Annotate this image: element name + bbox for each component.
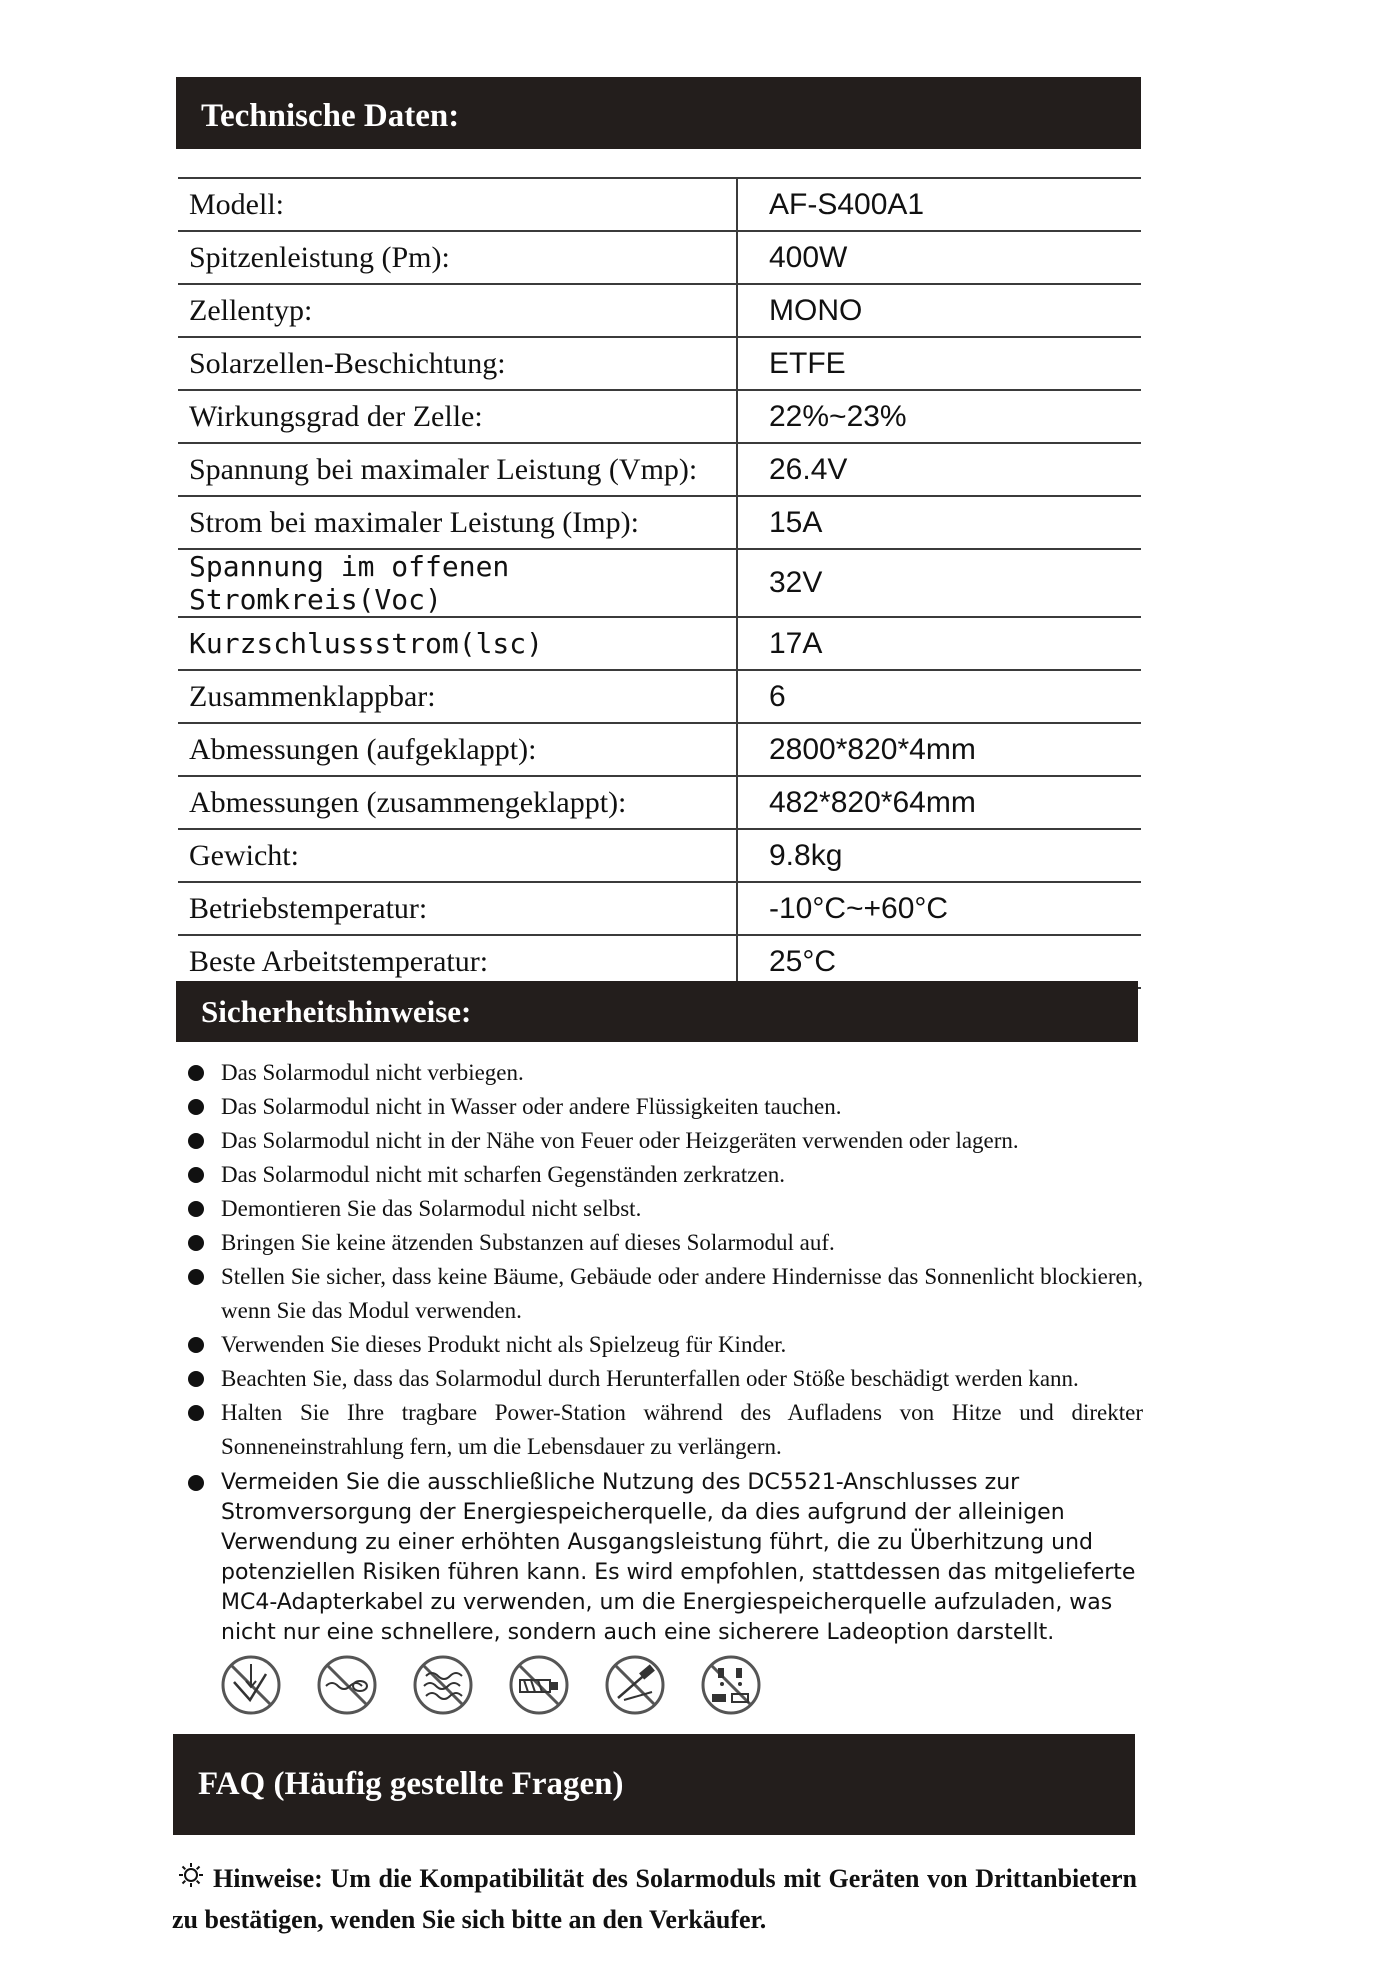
hint-note [172,1858,1137,1940]
spec-label: Solarzellen-Beschichtung: [178,337,737,390]
no-disassemble-icon [604,1654,666,1716]
list-item: Vermeiden Sie die ausschließliche Nutzung des DC5521-Anschlusses zur Stromversorgung der Energiespeicherquelle, da dies aufgrund der alleinigen Verwendung zu einer erhöhten Ausgangsleistung führt, die zu Überhitzung und potenziellen Risiken führen kann. Es wird empfohlen, stattdessen das mitgelieferte MC4-Adapterkabel zu verwenden, um die Energiespeicherquelle aufzuladen, was nicht nur eine schnellere, sondern auch eine sicherere Ladeoption darstellt. [188,1468,1143,1648]
list-item: Verwenden Sie dieses Produkt nicht als Spielzeug für Kinder. [188,1328,1143,1362]
spec-row [178,670,1141,723]
spec-row [178,882,1141,935]
safety-list [188,1056,1143,1648]
spec-value: 15A [737,496,1141,549]
bullet-icon [188,1405,204,1421]
bullet-icon [188,1099,204,1115]
hint-text: Hinweise: Um die Kompatibilität des Solarmoduls mit Geräten von Drittanbietern zu bestätigen, wenden Sie sich bitte an den Verkäufer. [172,1864,1137,1934]
spec-value: AF-S400A1 [737,178,1141,231]
bullet-icon [188,1371,204,1387]
spec-row [178,337,1141,390]
spec-label: Abmessungen (zusammengeklappt): [178,776,737,829]
spec-row [178,496,1141,549]
spec-label: Wirkungsgrad der Zelle: [178,390,737,443]
list-item: Das Solarmodul nicht in Wasser oder andere Flüssigkeiten tauchen. [188,1090,1143,1124]
list-item: Halten Sie Ihre tragbare Power-Station während des Aufladens von Hitze und direkter Sonneneinstrahlung fern, um die Lebensdauer zu verlängern. [188,1396,1143,1464]
bullet-icon [188,1133,204,1149]
spec-row [178,723,1141,776]
spec-label: Spannung im offenen Stromkreis(Voc) [178,549,737,617]
spec-value: -10°C~+60°C [737,882,1141,935]
list-item: Bringen Sie keine ätzenden Substanzen auf dieses Solarmodul auf. [188,1226,1143,1260]
bullet-icon [188,1201,204,1217]
spec-label: Zusammenklappbar: [178,670,737,723]
spec-label: Beste Arbeitstemperatur: [178,935,737,988]
spec-row [178,390,1141,443]
list-item: Das Solarmodul nicht mit scharfen Gegenständen zerkratzen. [188,1158,1143,1192]
spec-label: Kurzschlussstrom(lsc) [178,617,737,670]
safety-title: Sicherheitshinweise: [201,993,472,1029]
spec-label: Betriebstemperatur: [178,882,737,935]
no-heat-icon [412,1654,474,1716]
bullet-icon [188,1235,204,1251]
spec-row [178,443,1141,496]
spec-row [178,284,1141,337]
spec-row [178,178,1141,231]
list-item: Das Solarmodul nicht in der Nähe von Feuer oder Heizgeräten verwenden oder lagern. [188,1124,1143,1158]
spec-value: MONO [737,284,1141,337]
spec-label: Abmessungen (aufgeklappt): [178,723,737,776]
spec-row [178,617,1141,670]
bullet-icon [188,1065,204,1081]
spec-label: Spitzenleistung (Pm): [178,231,737,284]
no-corrosive-icon [700,1654,762,1716]
spec-value: 9.8kg [737,829,1141,882]
no-bending-icon [220,1654,282,1716]
spec-value: 17A [737,617,1141,670]
spec-value: 482*820*64mm [737,776,1141,829]
spec-value: 2800*820*4mm [737,723,1141,776]
spec-value: ETFE [737,337,1141,390]
bullet-icon [188,1167,204,1183]
spec-value: 25°C [737,935,1141,988]
no-scratch-icon [508,1654,570,1716]
spec-value: 6 [737,670,1141,723]
spec-label: Spannung bei maximaler Leistung (Vmp): [178,443,737,496]
faq-header [173,1734,1135,1835]
technical-data-title: Technische Daten: [201,97,460,134]
bullet-icon [188,1269,204,1285]
safety-header [176,981,1138,1042]
sun-icon [178,1862,204,1888]
spec-value: 22%~23% [737,390,1141,443]
faq-title: FAQ (Häufig gestellte Fragen) [198,1766,624,1802]
warning-icons [220,1654,762,1716]
spec-row [178,231,1141,284]
spec-value: 32V [737,549,1141,617]
spec-label: Gewicht: [178,829,737,882]
spec-label: Strom bei maximaler Leistung (Imp): [178,496,737,549]
list-item: Beachten Sie, dass das Solarmodul durch Herunterfallen oder Stöße beschädigt werden kann. [188,1362,1143,1396]
spec-label: Zellentyp: [178,284,737,337]
no-water-icon [316,1654,378,1716]
spec-row [178,549,1141,617]
list-item: Das Solarmodul nicht verbiegen. [188,1056,1143,1090]
spec-value: 400W [737,231,1141,284]
bullet-icon [188,1475,204,1491]
list-item: Demontieren Sie das Solarmodul nicht selbst. [188,1192,1143,1226]
bullet-icon [188,1337,204,1353]
spec-row [178,829,1141,882]
list-item: Stellen Sie sicher, dass keine Bäume, Gebäude oder andere Hindernisse das Sonnenlicht blockieren, wenn Sie das Modul verwenden. [188,1260,1143,1328]
spec-value: 26.4V [737,443,1141,496]
technical-data-header [176,77,1141,149]
spec-label: Modell: [178,178,737,231]
spec-table [178,177,1141,989]
spec-row [178,776,1141,829]
